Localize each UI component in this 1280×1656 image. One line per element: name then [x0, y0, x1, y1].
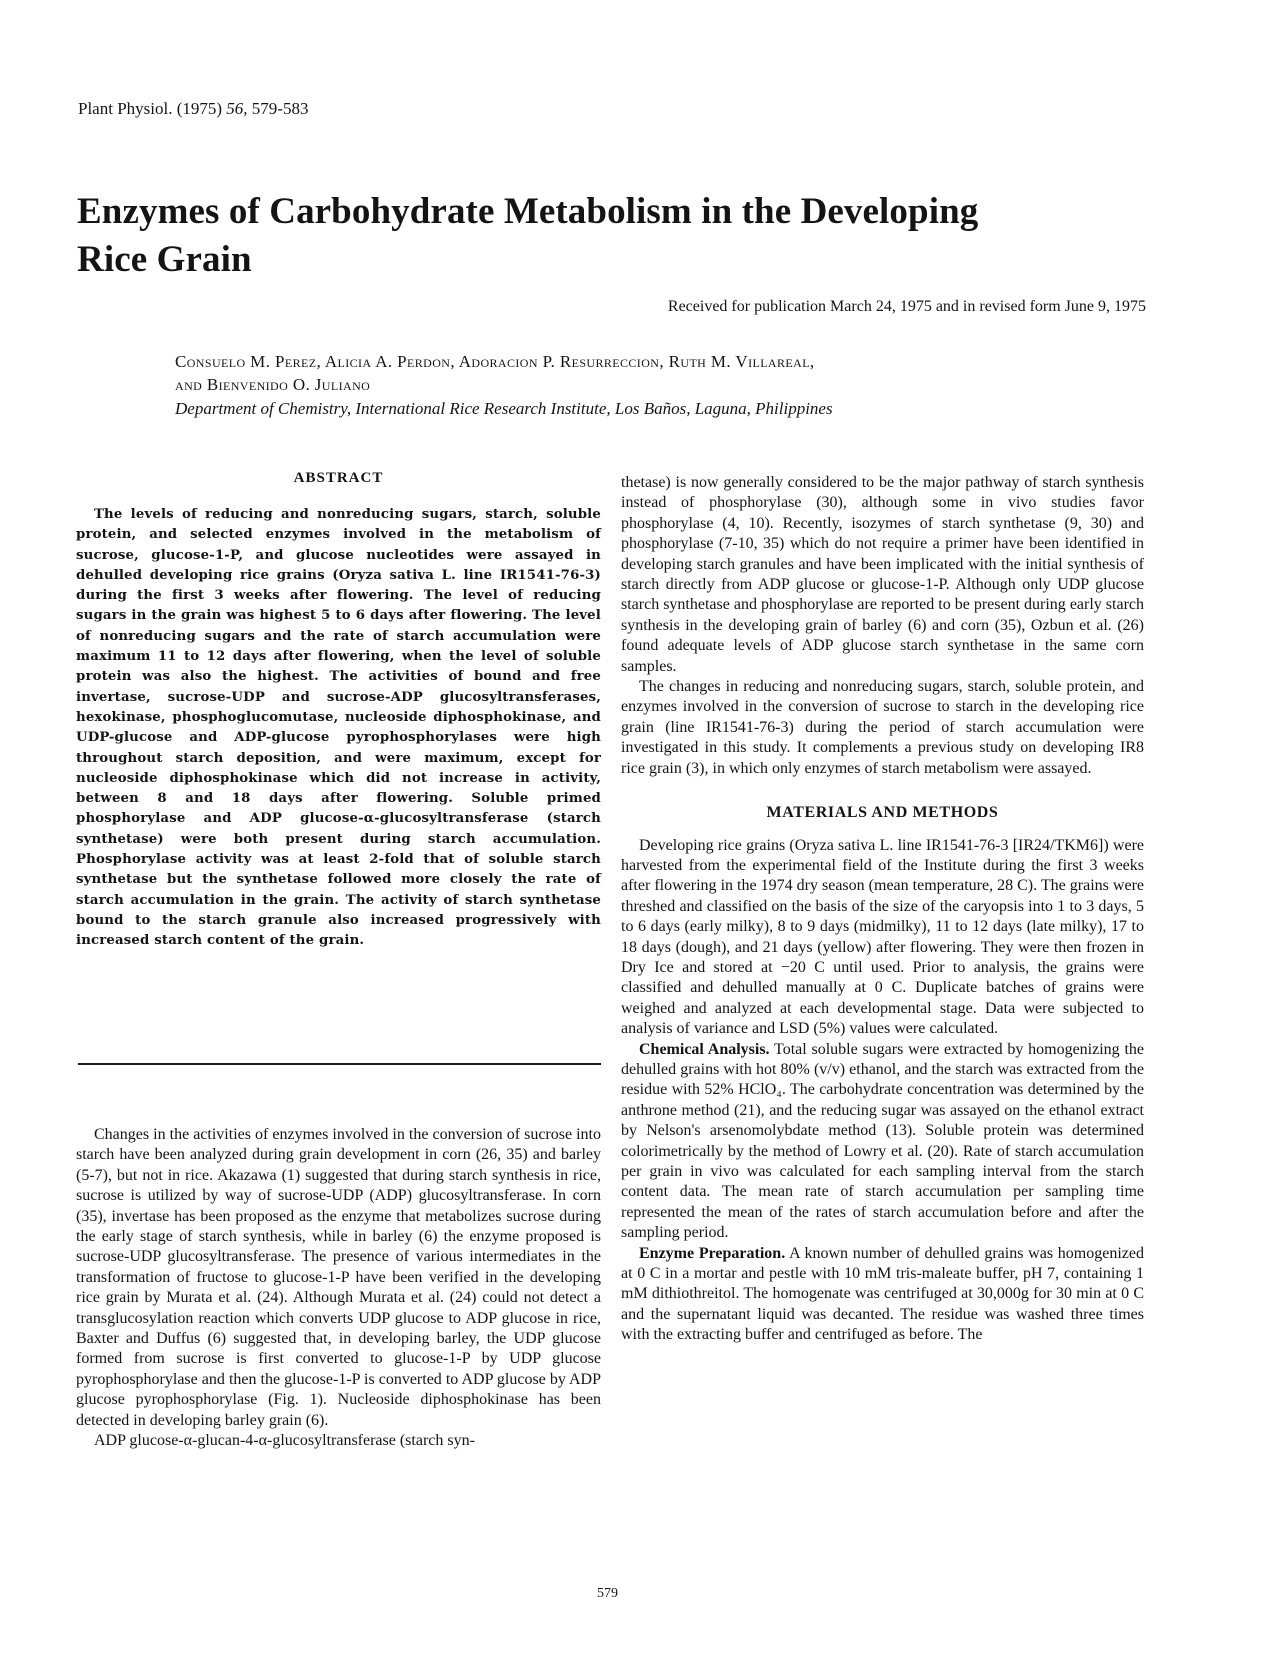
journal-pages: 579-583 [251, 99, 309, 118]
abstract-text: The levels of reducing and nonreducing sugars, starch, soluble protein, and selected enzymes involved in the metabolism of sucrose, glucose-1-P, and glucose nucleotides were assayed in dehulled developing rice grains (Oryza sativa L. line IR1541-76-3) during the first 3 weeks after flowering. The level of reducing sugars in the grain was highest 5 to 6 days after flowering. The level of nonreducing sugars and the rate of starch accumulation were maximum 11 to 12 days after flowering, when the level of soluble protein was also the highest. The activities of bound and free invertase, sucrose-UDP and sucrose-ADP glucosyltransferases, hexokinase, phosphoglucomutase, nucleoside diphosphokinase, and UDP-glucose and ADP-glucose pyrophosphorylases were high throughout starch deposition, and were maximum, except for nucleoside diphosphokinase which did not increase in activity, between 8 and 18 days after flowering. Soluble primed phosphorylase and ADP glucose-α-glucosyltransferase (starch synthetase) were both present during starch accumulation. Phosphorylase activity was at least 2-fold that of soluble starch synthetase but the synthetase followed more closely the rate of starch accumulation in the grain. The activity of starch synthetase bound to the starch granule also increased progressively with increased starch content of the grain. [76, 507, 601, 949]
abstract-heading: ABSTRACT [293, 470, 384, 486]
title-line-2: Rice Grain [77, 239, 252, 280]
right-column [621, 473, 1144, 1346]
introduction [76, 1125, 601, 1452]
author-line-2: and Bienvenido O. Juliano [175, 375, 371, 394]
intro-paragraph-1: Changes in the activities of enzymes involved in the conversion of sucrose into starch have been analyzed during grain development in corn (26, 35) and barley (5-7), but not in rice. Akazawa (1) suggested that during starch synthesis in rice, sucrose is utilized by way of sucrose-UDP (ADP) glucosyltransferase. In corn (35), invertase has been proposed as the enzyme that metabolizes sucrose during the early stage of starch synthesis, while in barley (6) the enzyme proposed is sucrose-UDP glucosyltransferase. The presence of various intermediates in the transformation of fructose to glucose-1-P have been verified in the developing rice grain by Murata et al. (24). Although Murata et al. (24) could not detect a transglucosylation reaction which converts UDP glucose to ADP glucose in rice, Baxter and Duffus (6) suggested that, in developing barley, the UDP glucose formed from sucrose is first converted to glucose-1-P by UDP glucose pyrophosphorylase and then the glucose-1-P is converted to ADP glucose by ADP glucose pyrophosphorylase (Fig. 1). Nucleoside diphosphokinase has been detected in developing barley grain (6). [76, 1126, 601, 1429]
title-line-1: Enzymes of Carbohydrate Metabolism in the Developing [77, 191, 979, 232]
chemical-analysis-label: Chemical Analysis. [639, 1040, 770, 1058]
continued-paragraph: thetase) is now generally considered to be the major pathway of starch synthesis instead of phosphorylase (30), although some in vivo studies favor phosphorylase (4, 10). Recently, isozymes of starch synthetase (9, 30) and phosphorylase (7-10, 35) which do not require a primer have been identified in developing starch granules and have been implicated with the initial synthesis of starch directly from ADP glucose or glucose-1-P. Although only UDP glucose starch synthetase and phosphorylase are reported to be present during early starch synthesis in the developing grain of barley (6) and corn (35), Ozbun et al. (26) found adequate levels of ADP glucose starch synthetase in the same corn samples. [621, 474, 1144, 675]
received-date: Received for publication March 24, 1975 and in revised form June 9, 1975 [667, 298, 1146, 315]
enzyme-preparation-label: Enzyme Preparation. [639, 1244, 786, 1262]
article-title [77, 188, 1077, 284]
abstract-divider [78, 1063, 601, 1065]
left-column [76, 470, 601, 952]
chemical-analysis-paragraph [621, 1040, 1144, 1244]
journal-volume: 56, [226, 99, 248, 118]
author-list [175, 350, 815, 396]
running-header [78, 99, 308, 119]
journal-name: Plant Physiol. [78, 99, 173, 118]
intro-paragraph-2: ADP glucose-α-glucan-4-α-glucosyltransferase (starch syn- [94, 1432, 475, 1450]
enzyme-preparation-paragraph [621, 1244, 1144, 1346]
study-aim-paragraph: The changes in reducing and nonreducing sugars, starch, soluble protein, and enzymes involved in the conversion of sucrose to starch in the developing rice grain (line IR1541-76-3) during the period of starch accumulation were investigated in this study. It complements a previous study on developing IR8 rice grain (3), in which only enzymes of starch metabolism were assayed. [621, 678, 1144, 777]
affiliation: Department of Chemistry, International Rice Research Institute, Los Baños, Laguna, Philippines [175, 399, 833, 418]
page-number: 579 [597, 1586, 618, 1601]
enzyme-preparation-text: A known number of dehulled grains was homogenized at 0 C in a mortar and pestle with 10 mM tris-maleate buffer, pH 7, containing 1 mM dithiothreitol. The homogenate was centrifuged at 30,000g for 30 min at 0 C and the supernatant liquid was decanted. The residue was washed three times with the extracting buffer and centrifuged as before. The [621, 1244, 1144, 1344]
author-line-1: Consuelo M. Perez, Alicia A. Perdon, Adoracion P. Resurreccion, Ruth M. Villareal, [175, 352, 815, 371]
chemical-analysis-text: Total soluble sugars were extracted by homogenizing the dehulled grains with hot 80% (v/v) ethanol, and the starch was extracted from the residue with 52% HClO₄. The carbohydrate concentration was determined by the anthrone method (21), and the reducing sugar was assayed on the ethanol extract by Nelson's arsenomolybdate method (13). Soluble protein was determined colorimetrically by the method of Lowry et al. (20). Rate of starch accumulation per grain in vivo was calculated for each sampling interval from the starch content data. The mean rate of starch accumulation per sampling time represented the mean of the rates of starch accumulation before and after the sampling period. [621, 1040, 1144, 1242]
methods-heading: MATERIALS AND METHODS [766, 804, 999, 822]
journal-year: (1975) [176, 99, 223, 118]
methods-paragraph: Developing rice grains (Oryza sativa L. line IR1541-76-3 [IR24/TKM6]) were harvested from the experimental field of the Institute during the first 3 weeks after flowering in the 1974 dry season (mean temperature, 28 C). The grains were threshed and classified on the basis of the size of the caryopsis into 1 to 3 days, 5 to 6 days (early milky), 8 to 9 days (midmilky), 11 to 12 days (late milky), 17 to 18 days (dough), and 21 days (yellow) after flowering. They were then frozen in Dry Ice and stored at −20 C until used. Prior to analysis, the grains were classified and dehulled manually at 0 C. Duplicate batches of grains were weighed and analyzed at each developmental stage. Data were subjected to analysis of variance and LSD (5%) values were calculated. [621, 836, 1144, 1038]
